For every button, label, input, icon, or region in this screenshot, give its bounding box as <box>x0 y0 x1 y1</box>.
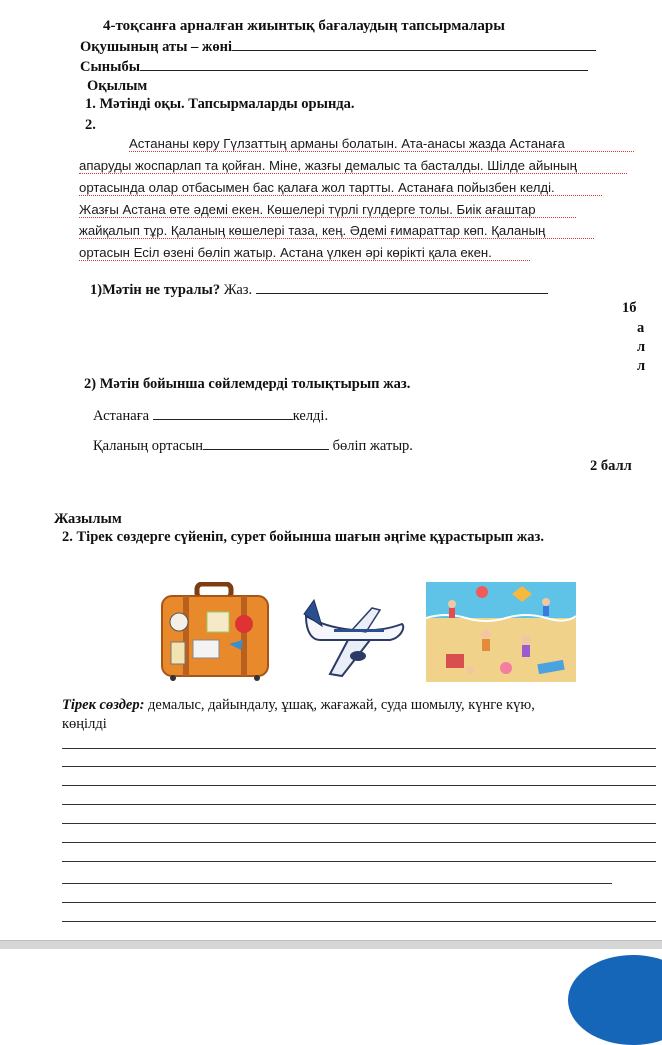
answer-line[interactable] <box>62 883 612 884</box>
answer-line[interactable] <box>62 804 656 805</box>
question-1-answer-line[interactable] <box>256 281 548 294</box>
support-words-label: Тірек сөздер: <box>62 697 145 713</box>
answer-line[interactable] <box>62 785 656 786</box>
paragraph-line-6: ортасын Есіл өзені бөліп жатыр. Астана үлкен әрі көрікті қала екен. <box>79 245 492 260</box>
q2-sentence-2-blank[interactable] <box>203 437 329 450</box>
reading-task-2-number: 2. <box>85 117 96 133</box>
answer-line[interactable] <box>62 902 656 903</box>
answer-line[interactable] <box>62 823 656 824</box>
writing-task: 2. Тірек сөздерге сүйеніп, сурет бойынша шағын әңгіме құрастырып жаз. <box>62 529 544 545</box>
paragraph-line-3: ортасында олар отбасымен бас қалаға жол тартты. Астанаға пойызбен келді. <box>79 180 555 195</box>
q2-sentence-1-blank[interactable] <box>153 407 293 420</box>
paragraph-line-2: апаруды жоспарлап та қойған. Міне, жазғы демалыс та басталды. Шілде айының <box>79 158 577 173</box>
answer-line[interactable] <box>62 748 656 749</box>
paragraph-line-1: Астананы көру Гүлзаттың арманы болатын. Ата-анасы жазда Астанаға <box>129 136 565 151</box>
class-field-row <box>80 58 588 76</box>
airplane-image <box>300 596 408 680</box>
beach-image <box>426 582 576 682</box>
spellcheck-underline <box>79 195 602 196</box>
question-1-row <box>90 281 548 299</box>
name-input-line[interactable] <box>232 38 596 51</box>
q2-sentence-2-end: бөліп жатыр. <box>332 438 413 454</box>
paragraph-line-5: жайқалып тұр. Қаланың көшелері таза, кең. Әдемі ғимараттар көп. Қаланың <box>79 223 546 238</box>
class-label: Сыныбы <box>80 59 141 75</box>
q1-points-char: 1б <box>622 300 637 316</box>
q2-sentence-1-start: Астанаға <box>93 408 150 424</box>
support-words-row <box>62 697 535 714</box>
answer-line[interactable] <box>62 921 656 922</box>
spellcheck-underline <box>79 238 594 239</box>
q1-points-char: л <box>637 339 646 355</box>
q2-sentence-1-end: келді. <box>292 408 329 424</box>
corner-decoration <box>568 955 662 1045</box>
name-label: Оқушының аты – жөні <box>80 39 233 55</box>
spellcheck-underline <box>79 260 530 261</box>
reading-task-1: 1. Мәтінді оқы. Тапсырмаларды орында. <box>85 96 355 112</box>
q2-points: 2 балл <box>590 458 632 474</box>
name-field-row <box>80 38 596 56</box>
spellcheck-underline <box>79 173 627 174</box>
support-words-continued: көңілді <box>62 716 107 732</box>
page-title: 4-тоқсанға арналған жиынтық бағалаудың тапсырмалары <box>103 18 505 34</box>
answer-line[interactable] <box>62 766 656 767</box>
q2-sentence-2 <box>93 437 413 455</box>
reading-section-title: Оқылым <box>87 78 148 94</box>
page-footer-bar <box>0 940 662 949</box>
suitcase-image <box>159 582 271 682</box>
class-input-line[interactable] <box>140 58 588 71</box>
paragraph-line-4: Жазғы Астана өте әдемі екен. Көшелері түрлі гүлдерге толы. Биік ағаштар <box>79 202 536 217</box>
question-2-label: 2) Мәтін бойынша сөйлемдерді толықтырып жаз. <box>84 376 411 392</box>
question-1-label: 1)Мәтін не туралы? <box>90 282 221 298</box>
answer-line[interactable] <box>62 861 656 862</box>
q2-sentence-2-start: Қаланың ортасын <box>93 438 203 454</box>
spellcheck-underline <box>129 151 634 152</box>
spellcheck-underline <box>79 217 576 218</box>
question-1-instruction: Жаз. <box>223 282 253 298</box>
q2-sentence-1 <box>93 407 328 425</box>
writing-section-title: Жазылым <box>54 511 122 527</box>
answer-line[interactable] <box>62 842 656 843</box>
q1-points-char: а <box>637 320 645 336</box>
q1-points-char: л <box>637 358 646 374</box>
support-words: демалыс, дайындалу, ұшақ, жағажай, суда шомылу, күнге күю, <box>148 697 535 713</box>
